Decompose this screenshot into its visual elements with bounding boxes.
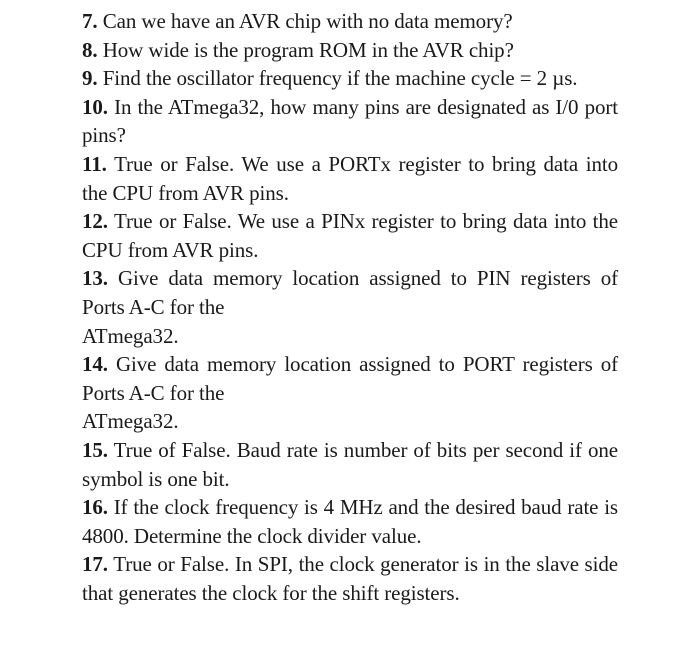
question-text-continuation: ATmega32.	[82, 409, 179, 434]
question-12	[82, 207, 618, 264]
question-14	[82, 350, 618, 436]
question-number: 13.	[82, 266, 108, 291]
question-number: 15.	[82, 437, 108, 462]
question-8	[82, 36, 618, 65]
question-7	[82, 7, 618, 36]
question-list	[82, 7, 618, 607]
question-11	[82, 150, 618, 207]
question-number: 8.	[82, 37, 98, 62]
question-13	[82, 264, 618, 350]
question-number: 17.	[82, 552, 108, 577]
question-number: 12.	[82, 209, 108, 234]
question-text-continuation: ATmega32.	[82, 323, 179, 348]
question-17	[82, 550, 618, 607]
question-text: In the ATmega32, how many pins are designated as I/0 port pins?	[82, 94, 618, 148]
question-text: True or False. We use a PORTx register to bring data into the CPU from AVR pins.	[82, 151, 618, 205]
question-number: 11.	[82, 151, 107, 176]
question-text: Give data memory location assigned to PORT registers of Ports A-C for the	[82, 352, 618, 405]
question-text: Find the oscillator frequency if the machine cycle = 2 µs.	[102, 66, 578, 91]
question-number: 7.	[82, 9, 98, 33]
question-15	[82, 436, 618, 493]
question-9	[82, 64, 618, 93]
question-text: How wide is the program ROM in the AVR chip?	[102, 37, 514, 62]
question-text: True of False. Baud rate is number of bits per second if one symbol is one bit.	[82, 437, 618, 491]
question-text: If the clock frequency is 4 MHz and the desired baud rate is 4800. Determine the clock divider value.	[82, 495, 618, 548]
question-number: 14.	[82, 352, 108, 377]
question-text: True or False. We use a PINx register to bring data into the CPU from AVR pins.	[82, 209, 619, 262]
question-number: 9.	[82, 66, 98, 91]
question-10	[82, 93, 618, 150]
question-text: Give data memory location assigned to PIN registers of Ports A-C for the	[82, 266, 618, 319]
question-number: 16.	[82, 495, 108, 520]
question-16	[82, 493, 618, 550]
question-text: True or False. In SPI, the clock generator is in the slave side that generates the clock for the shift registers.	[82, 552, 618, 605]
question-number: 10.	[82, 94, 108, 119]
question-text: Can we have an AVR chip with no data memory?	[102, 9, 513, 33]
